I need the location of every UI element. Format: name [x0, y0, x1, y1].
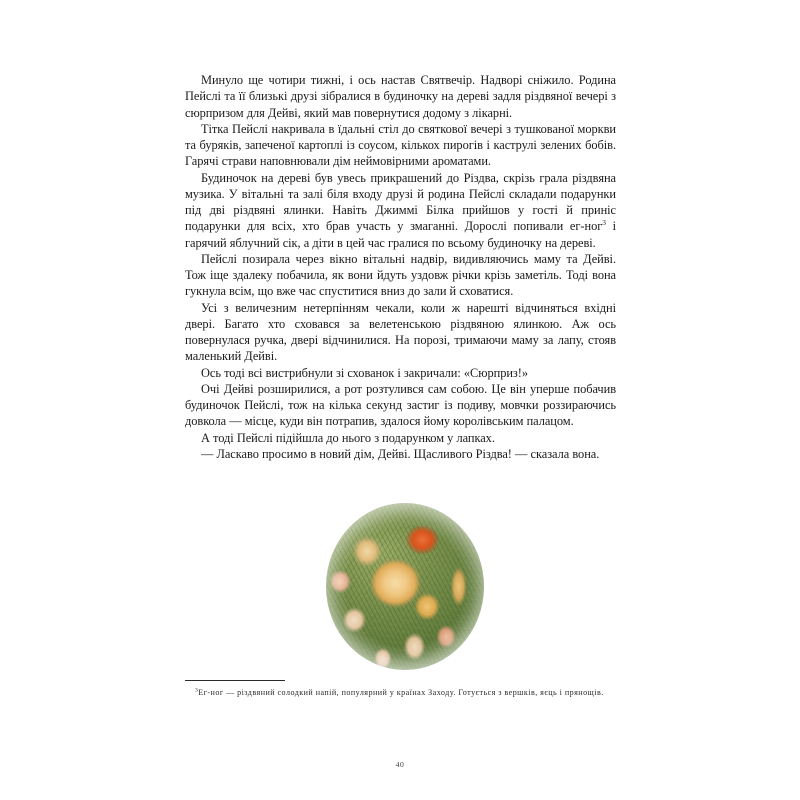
footnote-separator-rule [185, 680, 285, 681]
footnote-block [185, 680, 616, 699]
paragraph-4: Пейслі позирала через вікно вітальні надвір, видивляючись маму та Дейві. Тож іще здалеку побачила, як вони йдуть уздовж річки крізь заметіль. Тоді вона гукнула всім, що вже час спуститися вниз до зали й сховатися. [185, 251, 616, 299]
paragraph-1: Минуло ще чотири тижні, і ось настав Святвечір. Надворі сніжило. Родина Пейслі та її близькі друзі зібралися в будиночку на дереві задля різдвяної вечері з сюрпризом для Дейві, який мав повернутися додому з лікарні. [185, 73, 616, 120]
christmas-tree-figure [326, 503, 484, 670]
paragraph-3-text-before: Будиночок на дереві був увесь прикрашений до Різдва, скрізь грала різдвяна музика. У вітальні та залі біля входу друзі й родина Пейслі складали подарунки під дві різдвяні ялинки. Навіть Джиммі Білка прийшов у гості й приніс подарунки для всіх, хто брав участь у змаганні. Дорослі попивали ег-ног [185, 170, 616, 234]
footnote-body: Ег-ног — різдвяний солодкий напій, популярний у країнах Заходу. Готується з вершків, яєць і прянощів. [198, 688, 604, 697]
paragraph-5: Усі з величезним нетерпінням чекали, коли ж нарешті відчиняться вхідні двері. Багато хто сховався за велетенською різдвяною ялинкою. Аж ось повернулася ручка, двері відчинилися. На порозі, тримаючи маму за лапу, стояв маленький Дейві. [185, 300, 616, 364]
page-number: 40 [395, 760, 405, 769]
body-text-column [185, 72, 616, 462]
footnote-number: 3 [195, 687, 199, 694]
paragraph-9-dialogue: — Ласкаво просимо в новий дім, Дейві. Щасливого Різдва! — сказала вона. [201, 446, 600, 461]
paragraph-3-with-footnote [185, 170, 616, 251]
footnote-reference-marker[interactable]: 3 [602, 218, 606, 228]
paragraph-3-text-after: і гарячий яблучний сік, а діти в цей час гралися по всьому будиночку на дереві. [185, 219, 616, 250]
paragraph-7: Очі Дейві розширилися, а рот розтулився сам собою. Це він уперше побачив будиночок Пейслі, тож на кілька секунд застиг із подиву, мовчки роззираючись довкола — місце, куди він потрапив, здалося йому королівським палацом. [185, 381, 616, 429]
paragraph-8: А тоді Пейслі підійшла до нього з подарунком у лапках. [201, 430, 495, 445]
paragraph-2: Тітка Пейслі накривала в їдальні стіл до святкової вечері з тушкованої моркви та буряків, запеченої картоплі із соусом, кількох пирогів і каструлі зелених бобів. Гарячі страви наповнювали дім неймовірними ароматами. [185, 121, 616, 169]
christmas-tree-photo [326, 503, 484, 670]
footnote-text [185, 687, 616, 699]
paragraph-6: Ось тоді всі вистрибнули зі схованок і закричали: «Сюрприз!» [201, 365, 528, 380]
